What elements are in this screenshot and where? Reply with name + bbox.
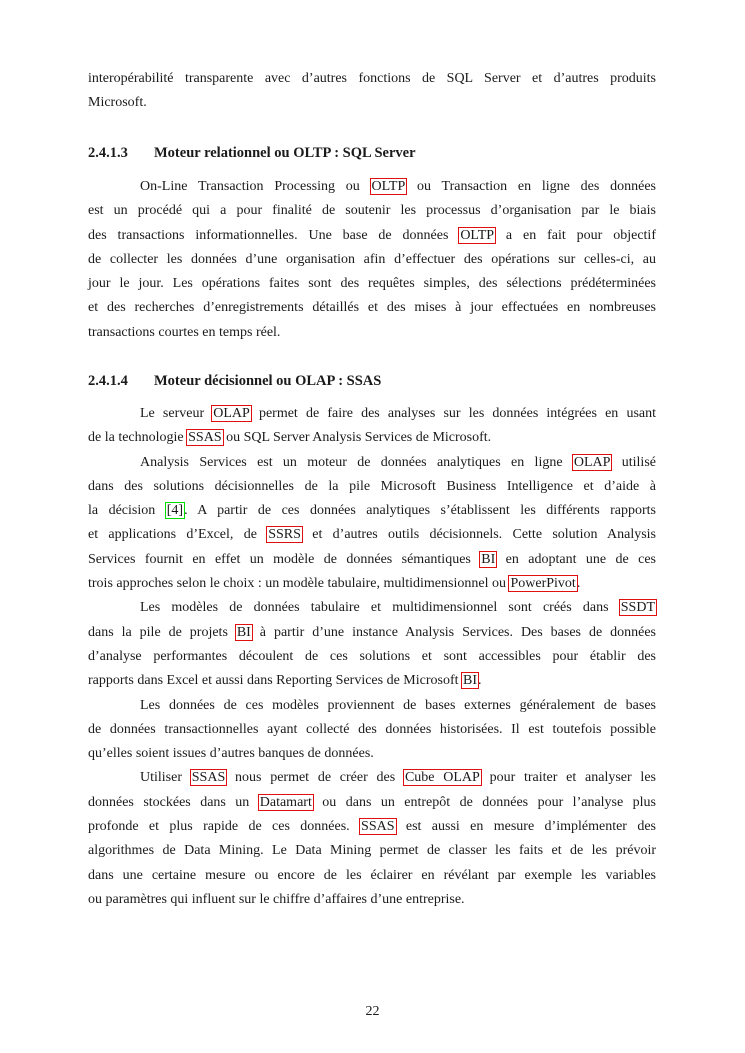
text-line: [88, 451, 656, 475]
text-line: [88, 815, 656, 839]
text-line: [88, 864, 656, 888]
text-line: [88, 742, 656, 766]
text-line: [88, 321, 656, 345]
text-run: algorithmes de Data Mining. Le Data Mining permet de classer les faits et de les prévoir: [88, 843, 656, 859]
section-number: 2.4.1.4: [88, 373, 128, 389]
text-line: [88, 888, 656, 912]
text-run: ou dans un entrepôt de données pour l’analyse plus: [312, 794, 656, 810]
text-run: . A partir de ces données analytiques s’établissent les différents rapports: [184, 503, 656, 519]
citation-link[interactable]: [4]: [166, 503, 184, 519]
section-title: Moteur décisionnel ou OLAP : SSAS: [154, 373, 382, 389]
text-run: dans une certaine mesure ou encore de les éclairer en révélant par exemple les variables: [88, 867, 656, 883]
text-run: qu’elles soient issues d’autres banques de données.: [88, 746, 374, 762]
text-line: [88, 645, 656, 669]
text-line: [88, 199, 656, 223]
text-run: ou SQL Server Analysis Services de Microsoft.: [222, 430, 492, 446]
acronym-link[interactable]: PowerPivot: [510, 576, 576, 592]
acronym-link[interactable]: SSDT: [620, 600, 655, 616]
paragraph-block: [88, 67, 656, 116]
text-run: en adoptant une de ces: [496, 551, 656, 567]
acronym-link[interactable]: BI: [481, 551, 496, 567]
text-line: [88, 272, 656, 296]
text-run: la décision: [88, 503, 166, 519]
acronym-link[interactable]: SSAS: [361, 819, 395, 835]
text-run: Microsoft.: [88, 95, 147, 111]
text-run: dans des solutions décisionnelles de la pile Microsoft Business Intelligence et d’aide à: [88, 478, 656, 494]
text-line: [88, 548, 656, 572]
text-run: ou paramètres qui influent sur le chiffre d’affaires d’une entreprise.: [88, 891, 465, 907]
text-run: et d’autres outils décisionnels. Cette solution Analysis: [301, 527, 656, 543]
acronym-link[interactable]: Datamart: [259, 794, 312, 810]
text-run: .: [576, 576, 581, 592]
text-run: de collecter les données d’une organisation afin d’effectuer des opérations sur celles-ci, au: [88, 251, 656, 267]
text-run: transactions courtes en temps réel.: [88, 324, 281, 340]
acronym-link[interactable]: SSRS: [268, 527, 301, 543]
text-line: [88, 175, 656, 199]
acronym-link[interactable]: SSAS: [188, 430, 222, 446]
paragraph-block: [88, 175, 656, 345]
text-run: Les données de ces modèles proviennent de bases externes généralement de bases: [140, 697, 656, 713]
text-run: Analysis Services est un moteur de données analytiques en ligne: [140, 454, 573, 470]
text-run: dans la pile de projets: [88, 624, 236, 640]
section-title: Moteur relationnel ou OLTP : SQL Server: [154, 145, 416, 161]
text-run: trois approches selon le choix : un modèle tabulaire, multidimensionnel ou: [88, 576, 510, 592]
text-line: [88, 718, 656, 742]
text-line: [88, 523, 656, 547]
text-run: interopérabilité transparente avec d’autres fonctions de SQL Server et d’autres produits: [88, 71, 656, 86]
text-run: est aussi en mesure d’implémenter des: [395, 819, 656, 835]
text-line: [88, 791, 656, 815]
text-line: [88, 248, 656, 272]
text-line: [88, 499, 656, 523]
text-run: de données transactionnelles ayant collecté des données historisées. Il est toutefois possible: [88, 721, 656, 737]
page-number: 22: [365, 1004, 380, 1019]
text-run: ou Transaction en ligne des données: [406, 179, 656, 194]
text-line: [88, 224, 656, 248]
text-run: des transactions informationnelles. Une base de données: [88, 227, 460, 243]
section-heading: [88, 371, 381, 391]
text-run: Utiliser: [140, 770, 191, 786]
text-line: [88, 402, 656, 426]
text-run: d’analyse performantes découlent de ces solutions et sont accessibles pour établir des: [88, 648, 656, 664]
text-line: [88, 475, 656, 499]
section-heading: [88, 143, 416, 163]
text-run: profonde et plus rapide de ces données.: [88, 819, 361, 835]
text-run: Services fournit en effet un modèle de données sémantiques: [88, 551, 481, 567]
text-run: rapports dans Excel et aussi dans Reporting Services de Microsoft: [88, 673, 463, 689]
text-run: utilisé: [611, 454, 656, 470]
text-line: [88, 621, 656, 645]
text-run: et des recherches d’enregistrements détaillés et des mises à jour effectuées en nombreuses: [88, 300, 656, 316]
acronym-link[interactable]: BI: [236, 624, 251, 640]
acronym-link[interactable]: OLTP: [371, 179, 406, 194]
text-line: [88, 596, 656, 620]
text-run: jour le jour. Les opérations faites sont des requêtes simples, des sélections prédéterminées: [88, 276, 656, 292]
text-line: [88, 426, 656, 450]
text-run: pour traiter et analyser les: [480, 770, 656, 786]
text-line: [88, 694, 656, 718]
text-run: permet de faire des analyses sur les données intégrées en usant: [250, 406, 656, 421]
text-run: et applications d’Excel, de: [88, 527, 268, 543]
text-line: [88, 669, 656, 693]
text-run: nous permet de créer des: [226, 770, 404, 786]
acronym-link[interactable]: OLAP: [573, 454, 611, 470]
text-run: données stockées dans un: [88, 794, 259, 810]
text-run: Le serveur: [140, 406, 213, 421]
section-number: 2.4.1.3: [88, 145, 128, 161]
text-line: [88, 572, 656, 596]
text-run: est un procédé qui a pour finalité de soutenir les processus d’organisation par le biais: [88, 203, 656, 219]
paragraph-block: [88, 402, 656, 912]
acronym-link[interactable]: OLAP: [213, 406, 250, 421]
acronym-link[interactable]: Cube OLAP: [404, 770, 480, 786]
acronym-link[interactable]: OLTP: [460, 227, 495, 243]
text-run: a en fait pour objectif: [495, 227, 656, 243]
text-run: Les modèles de données tabulaire et multidimensionnel sont créés dans: [140, 600, 620, 616]
text-run: à partir d’une instance Analysis Services. Des bases de données: [251, 624, 656, 640]
text-run: On-Line Transaction Processing ou: [140, 179, 371, 194]
text-line: [88, 91, 656, 115]
acronym-link[interactable]: BI: [463, 673, 478, 689]
text-line: [88, 839, 656, 863]
acronym-link[interactable]: SSAS: [191, 770, 226, 786]
text-line: [88, 766, 656, 790]
text-run: de la technologie: [88, 430, 188, 446]
text-line: [88, 67, 656, 91]
text-run: .: [478, 673, 482, 689]
text-line: [88, 296, 656, 320]
